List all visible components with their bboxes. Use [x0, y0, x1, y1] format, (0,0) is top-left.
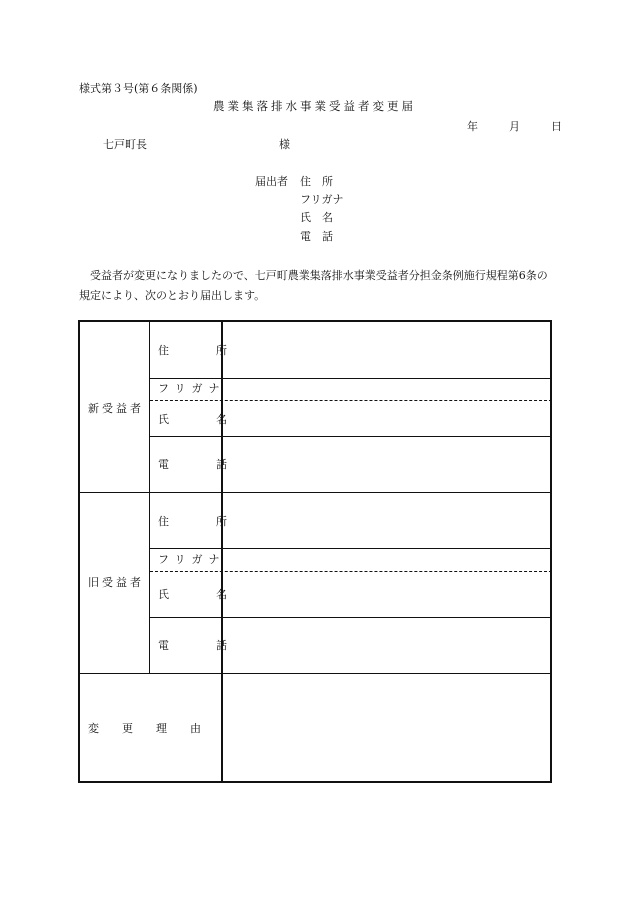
new-furigana-label: フリガナ [158, 382, 226, 395]
old-address-field[interactable] [223, 493, 552, 548]
old-furigana-label: フリガナ [158, 553, 226, 566]
notifier-name-label: 氏 名 [300, 211, 333, 224]
form-number: 様式第３号(第６条関係) [79, 82, 198, 95]
addressee: 七戸町長 [103, 138, 147, 151]
old-address-label: 住 所 [158, 515, 245, 528]
new-phone-field[interactable] [223, 437, 552, 492]
old-furigana-field[interactable] [223, 549, 552, 571]
day-label: 日 [551, 120, 562, 133]
col-divider-1 [149, 322, 150, 673]
old-beneficiary-label: 旧受益者 [88, 576, 144, 589]
change-reason-label: 変 更 理 由 [88, 722, 207, 735]
honorific: 様 [279, 138, 290, 151]
old-name-field[interactable] [223, 572, 552, 617]
date-line [467, 121, 562, 132]
new-name-field[interactable] [223, 401, 552, 436]
new-name-label: 氏 名 [158, 413, 245, 426]
new-phone-label: 電 話 [158, 458, 245, 471]
notifier-phone-label: 電 話 [300, 230, 333, 243]
document-title: 農業集落排水事業受益者変更届 [213, 99, 416, 113]
old-phone-field[interactable] [223, 618, 552, 673]
year-label: 年 [467, 120, 478, 133]
change-reason-field[interactable] [223, 674, 552, 781]
new-beneficiary-label: 新受益者 [88, 402, 144, 415]
month-label: 月 [509, 120, 520, 133]
beneficiary-change-table [78, 320, 552, 783]
old-name-label: 氏 名 [158, 588, 245, 601]
body-text: 受益者が変更になりましたので、七戸町農業集落排水事業受益者分担金条例施行規程第6条の規定により、次のとおり届出します。 [79, 269, 548, 302]
new-furigana-field[interactable] [223, 379, 552, 400]
new-address-field[interactable] [223, 322, 552, 378]
old-phone-label: 電 話 [158, 639, 245, 652]
notifier-furigana-label: フリガナ [300, 193, 344, 206]
new-address-label: 住 所 [158, 344, 245, 357]
notifier-address-label: 住 所 [300, 175, 333, 188]
notifier-label: 届出者 [255, 175, 288, 188]
